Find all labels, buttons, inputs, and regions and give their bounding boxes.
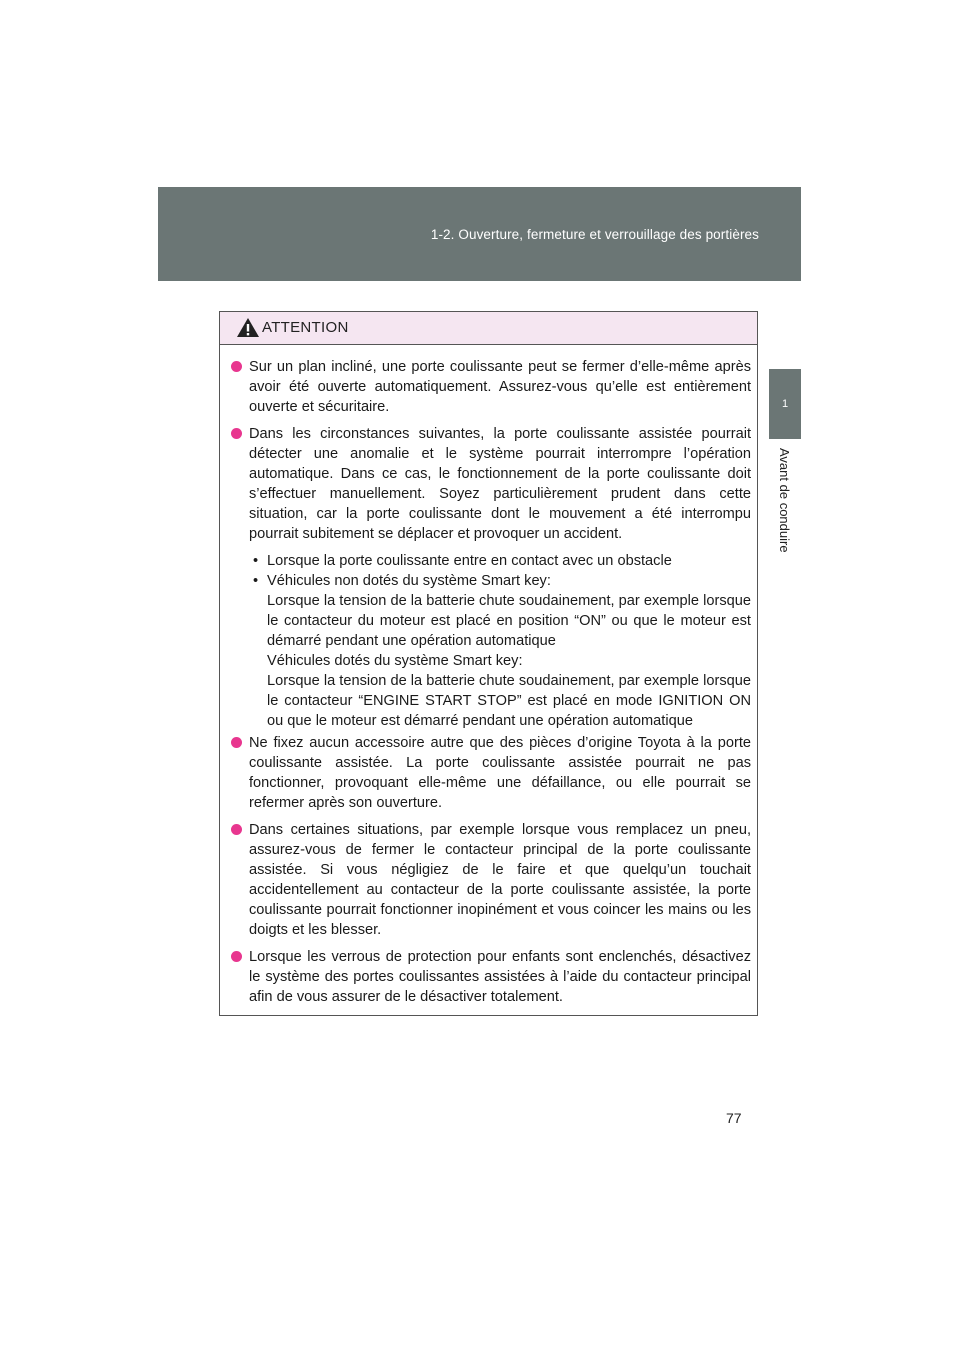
warning-item-text: Sur un plan incliné, une porte coulissante peut se fermer d’elle-même après avoir été ouverte automatiquement. Assurez-vous qu’elle est entièrement ouverte et sécuritaire.: [249, 359, 751, 415]
warning-item: [231, 733, 751, 813]
warning-header: [220, 312, 757, 345]
sublist-item-text: Lorsque la porte coulissante entre en contact avec un obstacle: [267, 553, 672, 569]
warning-item: [231, 424, 751, 544]
warning-item-text: Ne fixez aucun accessoire autre que des pièces d’origine Toyota à la porte coulissante assistée. La porte coulissante assistée pourrait ne pas fonctionner, provoquant elle-même une défaillance, ou elle pourrait se refermer après son ouverture.: [249, 735, 751, 811]
sublist-item: [249, 571, 751, 731]
chapter-label-text: Avant de conduire: [777, 448, 792, 553]
sublist-item-heading: Véhicules dotés du système Smart key:: [267, 653, 523, 669]
warning-item-text: Dans les circonstances suivantes, la porte coulissante assistée pourrait détecter une anomalie et le système pourrait interrompre l’opération automatique. Dans ce cas, le fonctionnement de la porte coulissante doit s’effectuer manuellement. Soyez particulièrement prudent dans cette situation, car la porte coulissante dont le mouvement a été interrompu pourrait subitement se déplacer et provoquer un accident.: [249, 426, 751, 542]
chapter-label: [777, 448, 793, 568]
warning-item-text: Dans certaines situations, par exemple lorsque vous remplacez un pneu, assurez-vous de fermer le contacteur principal de la porte coulissante assistée. Si vous négligiez de le faire et que quelqu’un touchait accidentellement au contacteur de la porte coulissante assistée, la porte coulissante pourrait fonctionner inopinément et vous coincer les mains ou les doigts et les blesser.: [249, 822, 751, 938]
sublist-item: [249, 551, 751, 571]
warning-content: [220, 345, 757, 1007]
bullet-icon: [231, 951, 242, 962]
warning-item: [231, 820, 751, 940]
warning-box: [219, 311, 758, 1016]
warning-sublist: [249, 551, 751, 731]
sub-bullet: •: [253, 553, 259, 569]
warning-triangle-icon: [236, 317, 260, 338]
warning-item: [231, 357, 751, 417]
page-number: 77: [726, 1110, 742, 1126]
bullet-icon: [231, 428, 242, 439]
bullet-icon: [231, 361, 242, 372]
sub-bullet: •: [253, 573, 259, 589]
chapter-number: 1: [781, 398, 789, 410]
section-header-band: [158, 187, 801, 281]
chapter-tab: [769, 369, 801, 439]
warning-title: ATTENTION: [262, 319, 349, 336]
bullet-icon: [231, 737, 242, 748]
warning-item: [231, 947, 751, 1007]
warning-item-text: Lorsque les verrous de protection pour enfants sont enclenchés, désactivez le système des portes coulissantes assistées à l’aide du contacteur principal afin de vous assurer de le désactiver totalement.: [249, 949, 751, 1005]
section-title: 1-2. Ouverture, fermeture et verrouillage des portières: [430, 227, 759, 242]
bullet-icon: [231, 824, 242, 835]
sublist-item-heading: Véhicules non dotés du système Smart key:: [267, 573, 551, 589]
sublist-item-text: Lorsque la tension de la batterie chute soudainement, par exemple lorsque le contacteur “ENGINE START STOP” est placé en mode IGNITION ON ou que le moteur est démarré pendant une opération automatique: [267, 673, 751, 729]
sublist-item-text: Lorsque la tension de la batterie chute soudainement, par exemple lorsque le contacteur du moteur est placé en position “ON” ou que le moteur est démarré pendant une opération automatique: [267, 593, 751, 649]
